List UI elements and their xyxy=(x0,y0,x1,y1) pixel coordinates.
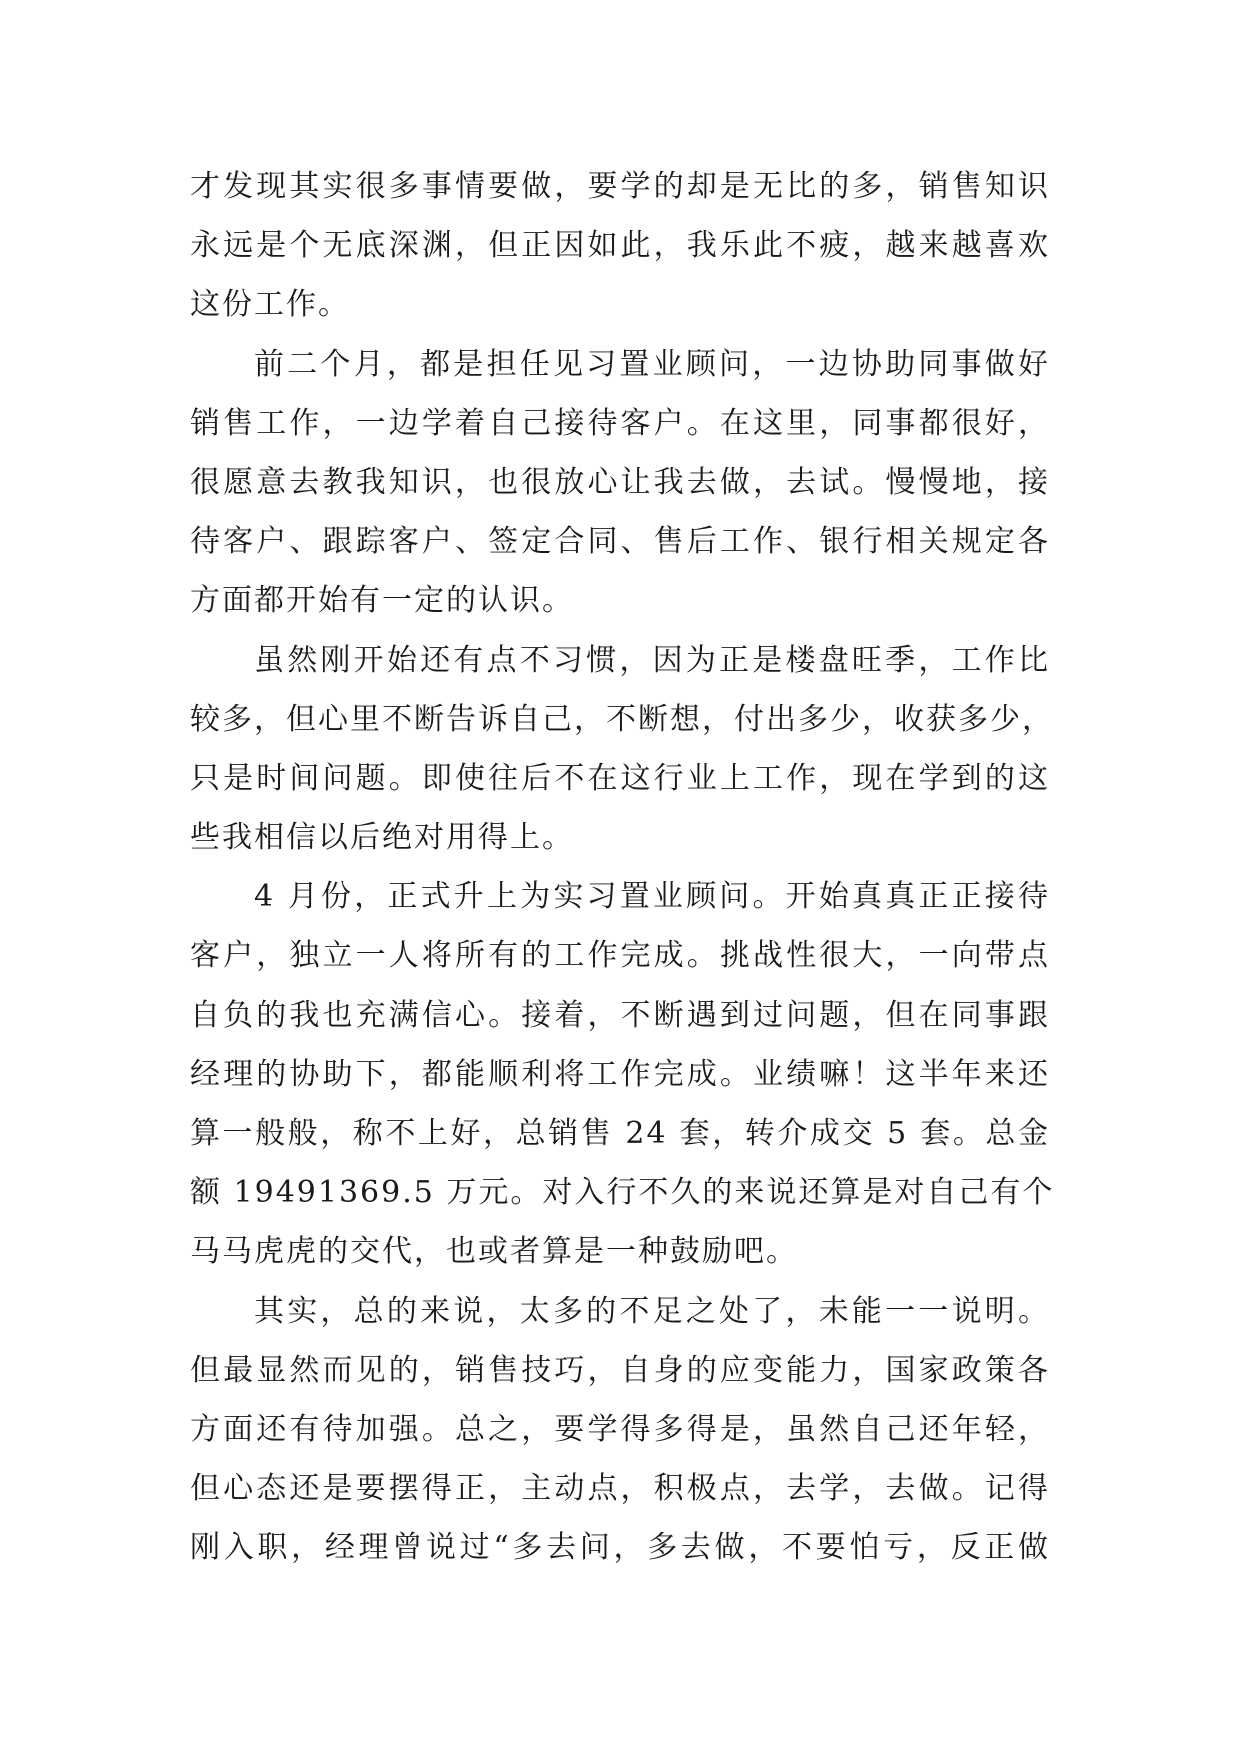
document-body xyxy=(190,157,1055,1578)
text-line: 前二个月，都是担任见习置业顾问，一边协助同事做好 xyxy=(254,346,1050,382)
text-line: 但心态还是要摆得正，主动点，积极点，去学，去做。记得 xyxy=(190,1471,1050,1507)
text-line: 经理的协助下，都能顺利将工作完成。业绩嘛！这半年来还 xyxy=(190,1056,1050,1092)
text-line: 马马虎虎的交代，也或者算是一种鼓励吧。 xyxy=(190,1234,798,1270)
text-line: 方面还有待加强。总之，要学得多得是，虽然自己还年轻， xyxy=(190,1411,1050,1447)
text-line: 虽然刚开始还有点不习惯，因为正是楼盘旺季，工作比 xyxy=(254,642,1050,678)
text-line: 但最显然而见的，销售技巧，自身的应变能力，国家政策各 xyxy=(190,1352,1050,1388)
text-line: 客户，独立一人将所有的工作完成。挑战性很大，一向带点 xyxy=(190,938,1050,974)
text-line: 其实，总的来说，太多的不足之处了，未能一一说明。 xyxy=(254,1293,1050,1329)
text-line: 只是时间问题。即使往后不在这行业上工作，现在学到的这 xyxy=(190,760,1050,796)
text-line: 方面都开始有一定的认识。 xyxy=(190,583,574,619)
text-line: 这份工作。 xyxy=(190,287,350,323)
text-line: 待客户、跟踪客户、签定合同、售后工作、银行相关规定各 xyxy=(190,524,1050,560)
text-line: 4 月份，正式升上为实习置业顾问。开始真真正正接待 xyxy=(254,879,1050,915)
text-line: 额 19491369.5 万元。对入行不久的来说还算是对自己有个 xyxy=(190,1175,1055,1211)
text-line: 销售工作，一边学着自己接待客户。在这里，同事都很好， xyxy=(190,405,1050,441)
text-line: 自负的我也充满信心。接着，不断遇到过问题，但在同事跟 xyxy=(190,997,1050,1033)
text-line: 较多，但心里不断告诉自己，不断想，付出多少，收获多少， xyxy=(190,701,1054,737)
text-line: 算一般般，称不上好，总销售 24 套，转介成交 5 套。总金 xyxy=(190,1116,1050,1151)
text-line: 永远是个无底深渊，但正因如此，我乐此不疲，越来越喜欢 xyxy=(190,228,1050,264)
text-line: 刚入职，经理曾说过“多去问，多去做，不要怕亏，反正做 xyxy=(190,1530,1050,1566)
text-line: 些我相信以后绝对用得上。 xyxy=(190,820,574,856)
text-line: 很愿意去教我知识，也很放心让我去做，去试。慢慢地，接 xyxy=(190,464,1050,500)
text-line: 才发现其实很多事情要做，要学的却是无比的多，销售知识 xyxy=(190,169,1050,204)
